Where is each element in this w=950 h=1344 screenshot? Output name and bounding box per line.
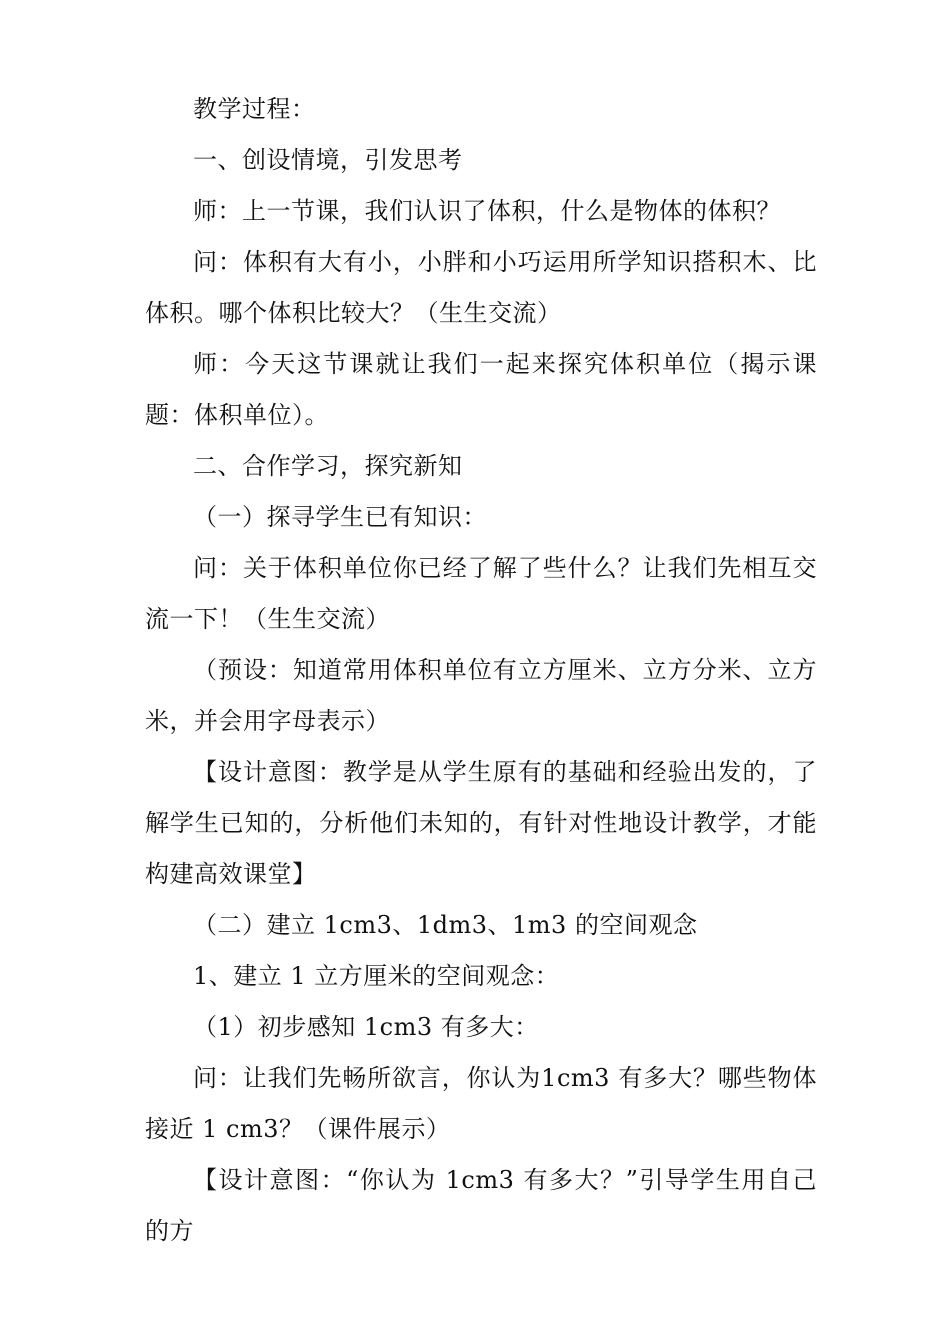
paragraph-step-one-sub-1: （1）初步感知 1cm3 有多大：: [193, 1013, 539, 1041]
paragraph-subsection-one-heading: （一）探寻学生已有知识：: [193, 503, 487, 531]
paragraph-teacher-question-1: 师：上一节课，我们认识了体积，什么是物体的体积？: [193, 197, 781, 225]
paragraph-section-one-heading: 一、创设情境，引发思考: [193, 146, 463, 174]
paragraph-subsection-two-heading: （二）建立 1cm3、1dm3、1m3 的空间观念: [193, 911, 698, 939]
paragraph-question-known-units: 问：关于体积单位你已经了解了些什么？让我们先相互交流一下！（生生交流）: [145, 554, 817, 633]
paragraph-preset-answer: （预设：知道常用体积单位有立方厘米、立方分米、立方米，并会用字母表示）: [145, 656, 817, 735]
paragraph-design-intent-1: 【设计意图：教学是从学生原有的基础和经验出发的，了解学生已知的，分析他们未知的，有针对性地设计教学，才能构建高效课堂】: [145, 758, 817, 888]
paragraph-teacher-introduce-topic: 师：今天这节课就让我们一起来探究体积单位（揭示课题：体积单位）。: [145, 350, 817, 429]
paragraph-section-two-heading: 二、合作学习，探究新知: [193, 452, 463, 480]
paragraph-question-how-big: 问：让我们先畅所欲言，你认为1cm3 有多大？哪些物体接近 1 cm3？（课件展示）: [145, 1064, 817, 1143]
paragraph-question-volume-compare: 问：体积有大有小，小胖和小巧运用所学知识搭积木、比体积。哪个体积比较大？（生生交流）: [145, 248, 817, 327]
paragraph-design-intent-2: 【设计意图：“你认为 1cm3 有多大？”引导学生用自己的方: [145, 1166, 817, 1245]
document-body: [145, 84, 817, 1257]
paragraph-step-one-heading: 1、建立 1 立方厘米的空间观念：: [193, 962, 560, 990]
paragraph-teaching-process-heading: 教学过程：: [193, 95, 316, 123]
